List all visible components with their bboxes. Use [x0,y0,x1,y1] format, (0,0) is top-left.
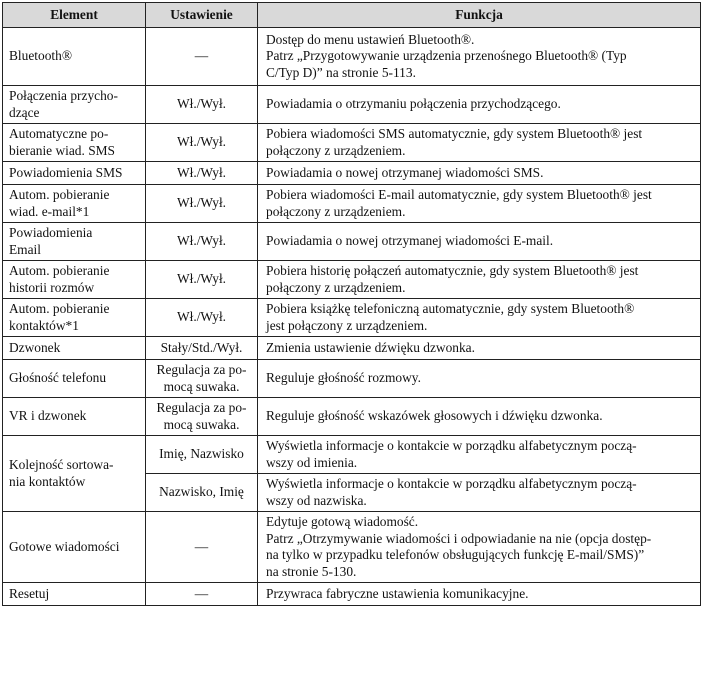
setting-line: mocą suwaka. [163,378,240,394]
setting-line: Wł./Wył. [176,309,227,325]
element-line: nia kontaktów [9,473,86,489]
setting-line: Regulacja za po- [156,362,247,377]
element-cell [3,398,146,436]
element-cell [3,162,146,185]
element-line: Email [9,241,41,257]
function-line: na stronie 5-130. [266,563,357,579]
function-line: na tylko w przypadku telefonów obsługujących funkcję E-mail/SMS)” [266,547,645,562]
element-line: historii rozmów [9,279,95,295]
element-cell [3,185,146,223]
setting-cell [146,223,258,261]
function-line: Pobiera wiadomości SMS automatycznie, gdy system Bluetooth® jest [266,126,643,141]
function-cell [258,223,701,261]
function-line: Wyświetla informacje o kontakcie w porządku alfabetycznym począ- [266,476,637,491]
function-line: Reguluje głośność wskazówek głosowych i dźwięku dzwonka. [266,408,603,424]
element-cell [3,124,146,162]
element-line: wiad. e-mail*1 [9,203,90,219]
setting-line: Wł./Wył. [176,195,227,211]
element-line: Kolejność sortowa- [9,457,114,472]
table-row [3,185,701,223]
setting-cell [146,162,258,185]
function-cell [258,299,701,337]
function-line: wszy od nazwiska. [266,492,367,508]
setting-line: Wł./Wył. [176,134,227,150]
function-line: Reguluje głośność rozmowy. [266,370,421,386]
setting-line: Wł./Wył. [176,233,227,249]
function-line: Edytuje gotową wiadomość. [266,514,419,529]
table-header-row [3,3,701,28]
setting-line: Wł./Wył. [176,271,227,287]
table-row [3,223,701,261]
setting-line: — [194,585,209,601]
function-cell [258,512,701,583]
function-line: Patrz „Przygotowywanie urządzenia przenośnego Bluetooth® (Typ [266,48,627,64]
element-cell [3,86,146,124]
setting-cell [146,337,258,360]
setting-cell [146,86,258,124]
function-cell [258,162,701,185]
element-line: Automatyczne po- [9,126,109,141]
setting-cell [146,261,258,299]
function-cell [258,337,701,360]
function-line: Powiadamia o nowej otrzymanej wiadomości E-mail. [266,233,554,249]
function-cell [258,28,701,86]
function-cell [258,360,701,398]
function-cell [258,474,701,512]
element-line: Dzwonek [9,339,61,355]
function-line: jest połączony z urządzeniem. [266,317,428,333]
element-line: Głośność telefonu [9,370,107,386]
element-cell [3,436,146,512]
function-line: Dostęp do menu ustawień Bluetooth®. [266,31,475,47]
element-cell [3,223,146,261]
element-line: kontaktów*1 [9,317,79,333]
element-line: Autom. pobieranie [9,301,110,316]
table-row [3,337,701,360]
function-line: Powiadamia o nowej otrzymanej wiadomości SMS. [266,164,544,180]
table-row [3,436,701,474]
element-line: Powiadomienia [9,225,93,240]
element-line: bieranie wiad. SMS [9,142,115,158]
element-cell [3,337,146,360]
function-line: Przywraca fabryczne ustawienia komunikacyjne. [266,585,529,601]
function-line: Zmienia ustawienie dźwięku dzwonka. [266,339,475,355]
table-row [3,512,701,583]
element-cell [3,261,146,299]
table-row [3,583,701,606]
function-cell [258,436,701,474]
element-line: Połączenia przycho- [9,88,118,103]
function-line: połączony z urządzeniem. [266,203,406,219]
function-line: Wyświetla informacje o kontakcie w porządku alfabetycznym począ- [266,438,637,453]
function-cell [258,583,701,606]
setting-cell [146,28,258,86]
element-line: VR i dzwonek [9,408,87,424]
setting-cell [146,474,258,512]
function-line: C/Typ D)” na stronie 5-113. [266,64,416,80]
element-line: dzące [9,104,40,120]
setting-line: Wł./Wył. [176,164,227,180]
setting-line: — [194,538,209,554]
setting-line: mocą suwaka. [163,416,240,432]
table-row [3,28,701,86]
setting-cell [146,436,258,474]
element-cell [3,28,146,86]
element-cell [3,360,146,398]
table-row [3,299,701,337]
table-row [3,124,701,162]
table-row [3,261,701,299]
setting-line: Wł./Wył. [176,96,227,112]
function-cell [258,261,701,299]
function-line: Powiadamia o otrzymaniu połączenia przychodzącego. [266,96,561,112]
function-line: Pobiera wiadomości E-mail automatycznie, gdy system Bluetooth® jest [266,187,652,202]
function-cell [258,398,701,436]
setting-cell [146,360,258,398]
setting-cell [146,299,258,337]
setting-line: Regulacja za po- [156,400,247,415]
table-row [3,398,701,436]
function-cell [258,86,701,124]
function-line: połączony z urządzeniem. [266,279,406,295]
element-cell [3,583,146,606]
setting-cell [146,398,258,436]
setting-cell [146,512,258,583]
element-line: Powiadomienia SMS [9,164,123,180]
header-setting: Ustawienie [146,3,258,28]
element-cell [3,299,146,337]
header-element: Element [3,3,146,28]
header-function: Funkcja [258,3,701,28]
element-line: Bluetooth® [9,48,72,64]
table-row [3,162,701,185]
function-line: Pobiera historię połączeń automatycznie, gdy system Bluetooth® jest [266,263,639,278]
element-line: Autom. pobieranie [9,263,110,278]
function-line: połączony z urządzeniem. [266,142,406,158]
setting-cell [146,124,258,162]
setting-cell [146,583,258,606]
function-line: Patrz „Otrzymywanie wiadomości i odpowiadanie na nie (opcja dostęp- [266,530,652,546]
setting-line: Stały/Std./Wył. [160,339,243,355]
table-row [3,360,701,398]
table-row [3,86,701,124]
setting-line: Imię, Nazwisko [159,446,244,462]
function-line: Pobiera książkę telefoniczną automatycznie, gdy system Bluetooth® [266,301,635,316]
function-cell [258,124,701,162]
element-line: Resetuj [9,585,50,601]
element-line: Autom. pobieranie [9,187,110,202]
function-cell [258,185,701,223]
settings-table [2,2,701,606]
element-line: Gotowe wiadomości [9,538,120,554]
setting-line: Nazwisko, Imię [159,484,244,500]
setting-line: — [194,48,209,64]
setting-cell [146,185,258,223]
element-cell [3,512,146,583]
function-line: wszy od imienia. [266,454,358,470]
